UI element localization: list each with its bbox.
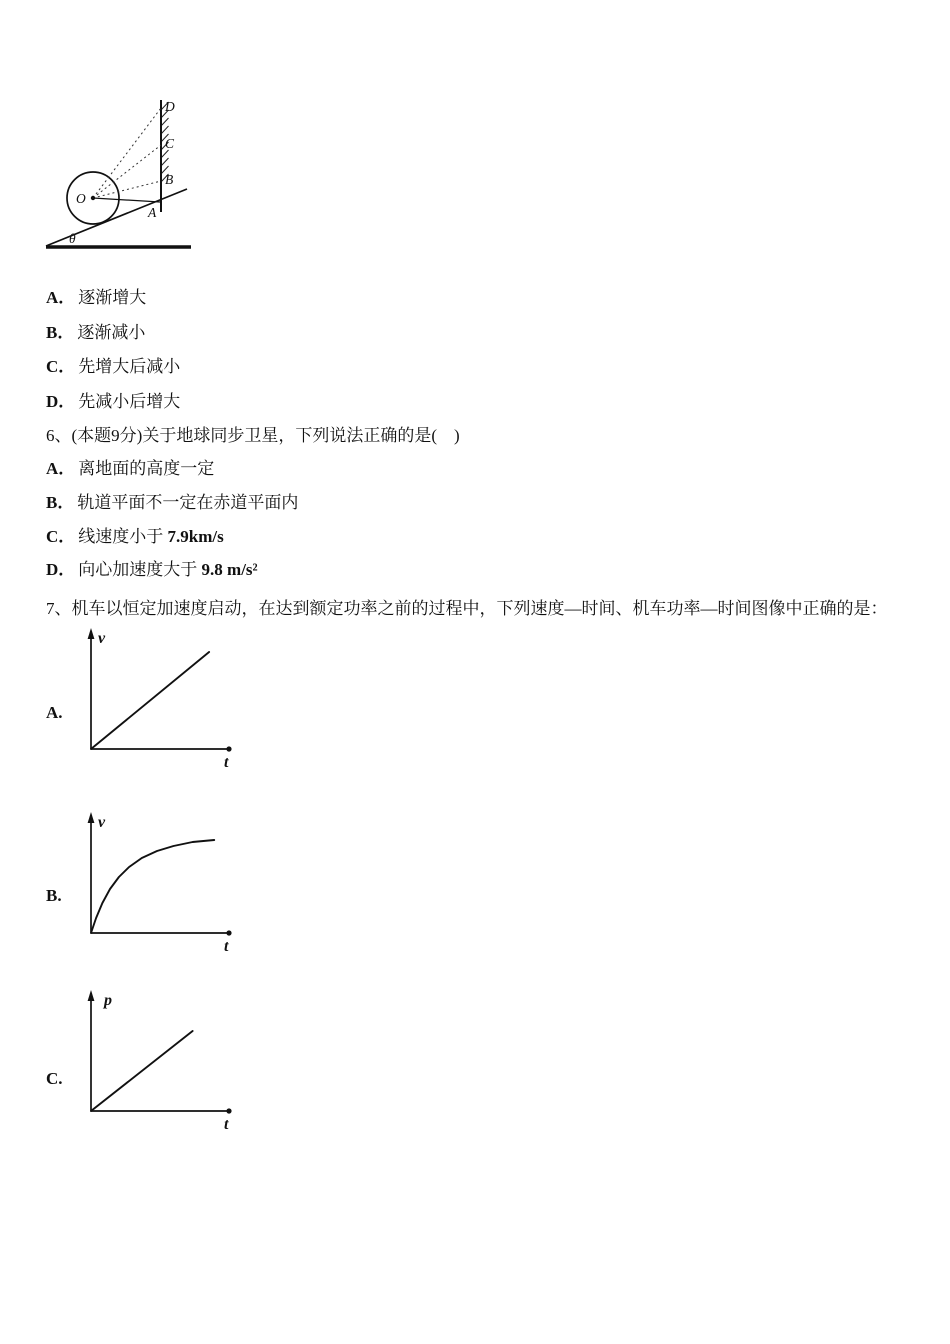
x-axis-end-dot xyxy=(226,746,231,751)
option-text: 逐渐减小 xyxy=(77,323,146,342)
x-axis-end-dot xyxy=(226,930,231,935)
option-letter: A． xyxy=(46,288,76,307)
label-b: B xyxy=(165,172,174,187)
center-point-o xyxy=(91,196,95,200)
incline-circle-diagram xyxy=(44,94,199,262)
q7-stem: 7、机车以恒定加速度启动，在达到额定功率之前的过程中，下列速度—时间、机车功率—时间图像中正确的是： xyxy=(46,599,888,618)
option-text: 线速度小于 xyxy=(78,527,168,546)
q6-option-d xyxy=(46,558,258,582)
y-axis-arrow-icon xyxy=(88,990,95,1001)
label-o: O xyxy=(76,191,86,206)
option-letter: A． xyxy=(46,459,76,478)
option-emph: 7.9km/s xyxy=(167,527,224,546)
q5-option-b xyxy=(46,321,145,345)
graph-c-label: C. xyxy=(46,1069,63,1088)
y-axis-arrow-icon xyxy=(88,628,95,639)
graph-b-vt xyxy=(78,810,253,960)
option-text: 离地面的高度一定 xyxy=(78,459,215,478)
option-letter: C． xyxy=(46,527,76,546)
label-a: A xyxy=(148,205,157,220)
q5-option-c xyxy=(46,355,180,379)
graph-c-ylabel: p xyxy=(104,992,112,1009)
option-letter: D． xyxy=(46,392,76,411)
option-text: 轨道平面不一定在赤道平面内 xyxy=(77,493,299,512)
q5-option-a xyxy=(46,286,146,310)
graph-c-curve xyxy=(91,1031,193,1111)
graph-c-xlabel: t xyxy=(224,1116,229,1133)
graph-a-label: A. xyxy=(46,703,63,722)
option-text: 逐渐增大 xyxy=(78,288,147,307)
option-letter: D． xyxy=(46,560,76,579)
label-theta: θ xyxy=(69,231,76,246)
label-d: D xyxy=(165,99,175,114)
option-text: 先增大后减小 xyxy=(78,357,181,376)
option-text: 向心加速度大于 xyxy=(78,560,202,579)
graph-b-curve xyxy=(91,840,214,933)
graph-a-ylabel: v xyxy=(98,630,106,647)
graph-a-curve xyxy=(91,652,209,749)
graph-c-pt xyxy=(78,988,253,1138)
option-text: 先减小后增大 xyxy=(78,392,181,411)
option-letter: B． xyxy=(46,323,75,342)
q5-option-d xyxy=(46,390,180,414)
option-emph: 9.8 m/s² xyxy=(201,560,258,579)
option-letter: C． xyxy=(46,357,76,376)
graph-b-ylabel: v xyxy=(98,814,106,831)
q6-option-a xyxy=(46,457,214,481)
q6-option-c xyxy=(46,525,224,549)
graph-b-xlabel: t xyxy=(224,938,229,955)
q6-option-b xyxy=(46,491,298,515)
graph-a-xlabel: t xyxy=(224,754,229,771)
dotted-sight-lines xyxy=(93,108,161,198)
x-axis-end-dot xyxy=(226,1108,231,1113)
y-axis-arrow-icon xyxy=(88,812,95,823)
graph-a-vt xyxy=(78,626,253,776)
option-letter: B． xyxy=(46,493,75,512)
label-c: C xyxy=(165,136,175,151)
graph-b-label: B. xyxy=(46,886,62,905)
q6-stem: 6、(本题9分)关于地球同步卫星，下列说法正确的是( ) xyxy=(46,426,460,445)
